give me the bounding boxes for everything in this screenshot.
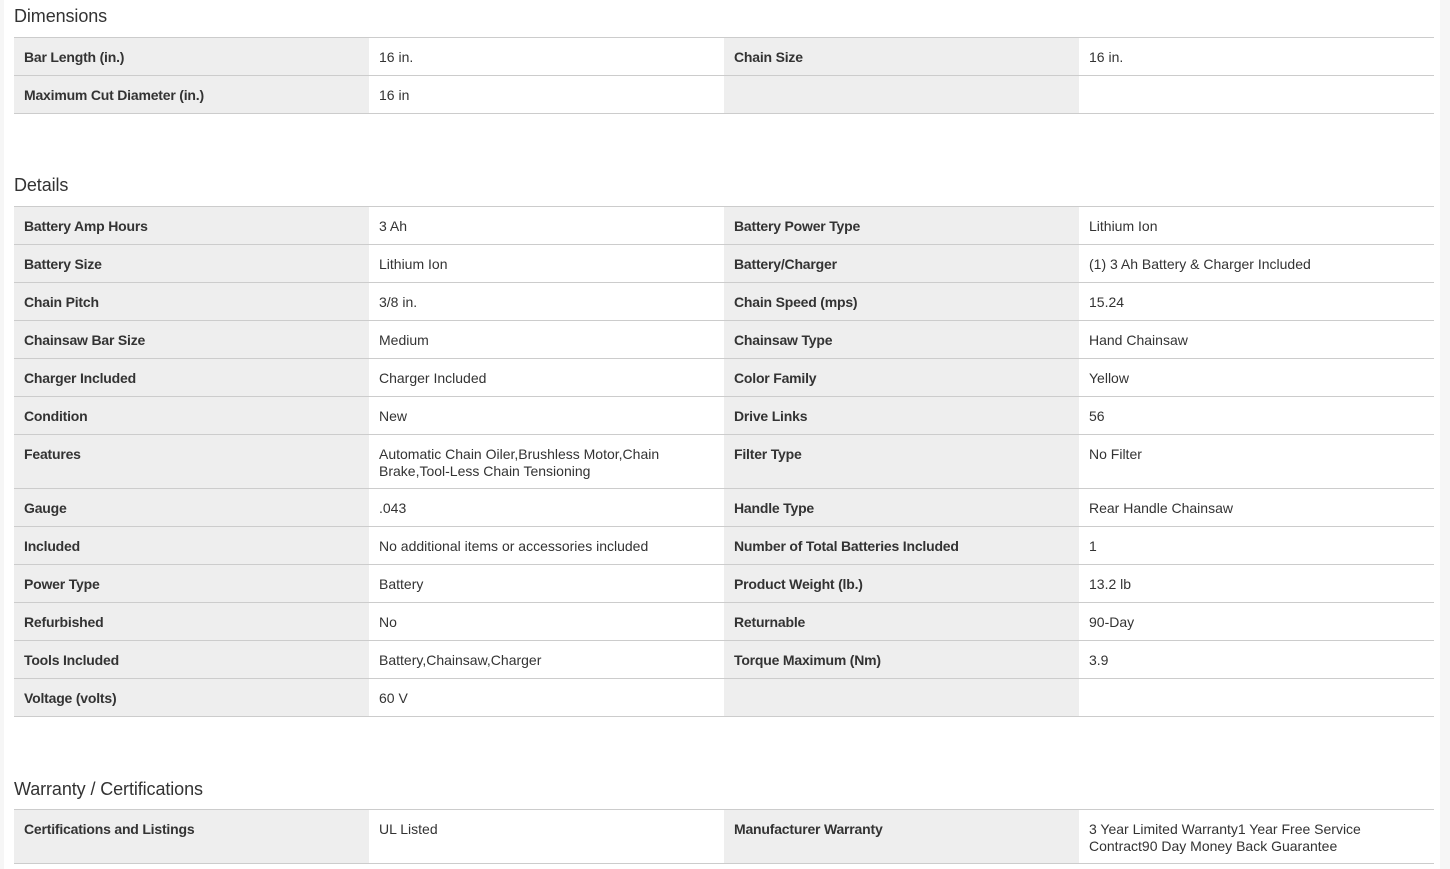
spec-label: Drive Links (724, 397, 1079, 434)
spec-label: Number of Total Batteries Included (724, 527, 1079, 564)
spec-label: Chain Speed (mps) (724, 283, 1079, 320)
spec-value: 60 V (369, 679, 724, 716)
spec-label: Chain Pitch (14, 283, 369, 320)
spec-value: No (369, 603, 724, 640)
spec-label: Battery/Charger (724, 245, 1079, 282)
section-title: Dimensions (14, 6, 108, 26)
spec-row (14, 435, 1434, 489)
spec-value: Yellow (1079, 359, 1434, 396)
spec-label: Battery Size (14, 245, 369, 282)
spec-label: Refurbished (14, 603, 369, 640)
spec-label: Maximum Cut Diameter (in.) (14, 76, 369, 113)
spec-value: 3.9 (1079, 641, 1434, 678)
spec-value: UL Listed (369, 810, 724, 863)
spec-value (1079, 679, 1434, 716)
spec-value: 3/8 in. (369, 283, 724, 320)
spec-label: Chainsaw Bar Size (14, 321, 369, 358)
spec-label (724, 76, 1079, 113)
spec-label: Returnable (724, 603, 1079, 640)
spec-label: Chainsaw Type (724, 321, 1079, 358)
spec-value (1079, 76, 1434, 113)
spec-value: 16 in. (1079, 38, 1434, 75)
spec-label: Features (14, 435, 369, 488)
spec-value: Automatic Chain Oiler,Brushless Motor,Chain Brake,Tool-Less Chain Tensioning (369, 435, 724, 488)
spec-row (14, 359, 1434, 397)
spec-label: Handle Type (724, 489, 1079, 526)
spec-row (14, 641, 1434, 679)
spec-label: Battery Power Type (724, 207, 1079, 244)
spec-value: Lithium Ion (1079, 207, 1434, 244)
spec-table (14, 206, 1434, 717)
spec-label: Voltage (volts) (14, 679, 369, 716)
spec-label: Power Type (14, 565, 369, 602)
spec-value: (1) 3 Ah Battery & Charger Included (1079, 245, 1434, 282)
spec-row (14, 397, 1434, 435)
spec-value: Charger Included (369, 359, 724, 396)
spec-row (14, 810, 1434, 864)
specifications-page (4, 0, 1440, 869)
spec-row (14, 76, 1434, 114)
spec-row (14, 283, 1434, 321)
spec-row (14, 207, 1434, 245)
spec-value: Rear Handle Chainsaw (1079, 489, 1434, 526)
spec-label: Bar Length (in.) (14, 38, 369, 75)
spec-row (14, 489, 1434, 527)
warranty-certifications-section (14, 778, 1434, 864)
spec-label: Tools Included (14, 641, 369, 678)
section-title: Details (14, 175, 69, 195)
spec-value: 3 Ah (369, 207, 724, 244)
spec-row (14, 603, 1434, 641)
spec-row (14, 565, 1434, 603)
spec-value: .043 (369, 489, 724, 526)
spec-value: 13.2 lb (1079, 565, 1434, 602)
spec-row (14, 527, 1434, 565)
spec-label (724, 679, 1079, 716)
spec-value: New (369, 397, 724, 434)
spec-row (14, 321, 1434, 359)
spec-label: Battery Amp Hours (14, 207, 369, 244)
section-title: Warranty / Certifications (14, 779, 203, 799)
spec-value: Battery (369, 565, 724, 602)
spec-value: 16 in. (369, 38, 724, 75)
spec-value: 3 Year Limited Warranty1 Year Free Service Contract90 Day Money Back Guarantee (1079, 810, 1434, 863)
spec-label: Product Weight (lb.) (724, 565, 1079, 602)
spec-value: Medium (369, 321, 724, 358)
spec-value: No additional items or accessories included (369, 527, 724, 564)
spec-row (14, 245, 1434, 283)
spec-label: Gauge (14, 489, 369, 526)
spec-value: 15.24 (1079, 283, 1434, 320)
spec-label: Torque Maximum (Nm) (724, 641, 1079, 678)
spec-label: Charger Included (14, 359, 369, 396)
spec-value: Lithium Ion (369, 245, 724, 282)
spec-table (14, 809, 1434, 864)
spec-value: Battery,Chainsaw,Charger (369, 641, 724, 678)
spec-label: Condition (14, 397, 369, 434)
spec-label: Certifications and Listings (14, 810, 369, 863)
spec-value: 56 (1079, 397, 1434, 434)
dimensions-section (14, 5, 1434, 114)
spec-row (14, 679, 1434, 717)
spec-value: Hand Chainsaw (1079, 321, 1434, 358)
spec-label: Color Family (724, 359, 1079, 396)
spec-value: 1 (1079, 527, 1434, 564)
spec-label: Manufacturer Warranty (724, 810, 1079, 863)
spec-value: No Filter (1079, 435, 1434, 488)
spec-label: Filter Type (724, 435, 1079, 488)
spec-label: Chain Size (724, 38, 1079, 75)
spec-label: Included (14, 527, 369, 564)
spec-value: 90-Day (1079, 603, 1434, 640)
spec-table (14, 37, 1434, 114)
spec-row (14, 38, 1434, 76)
details-section (14, 174, 1434, 717)
spec-value: 16 in (369, 76, 724, 113)
